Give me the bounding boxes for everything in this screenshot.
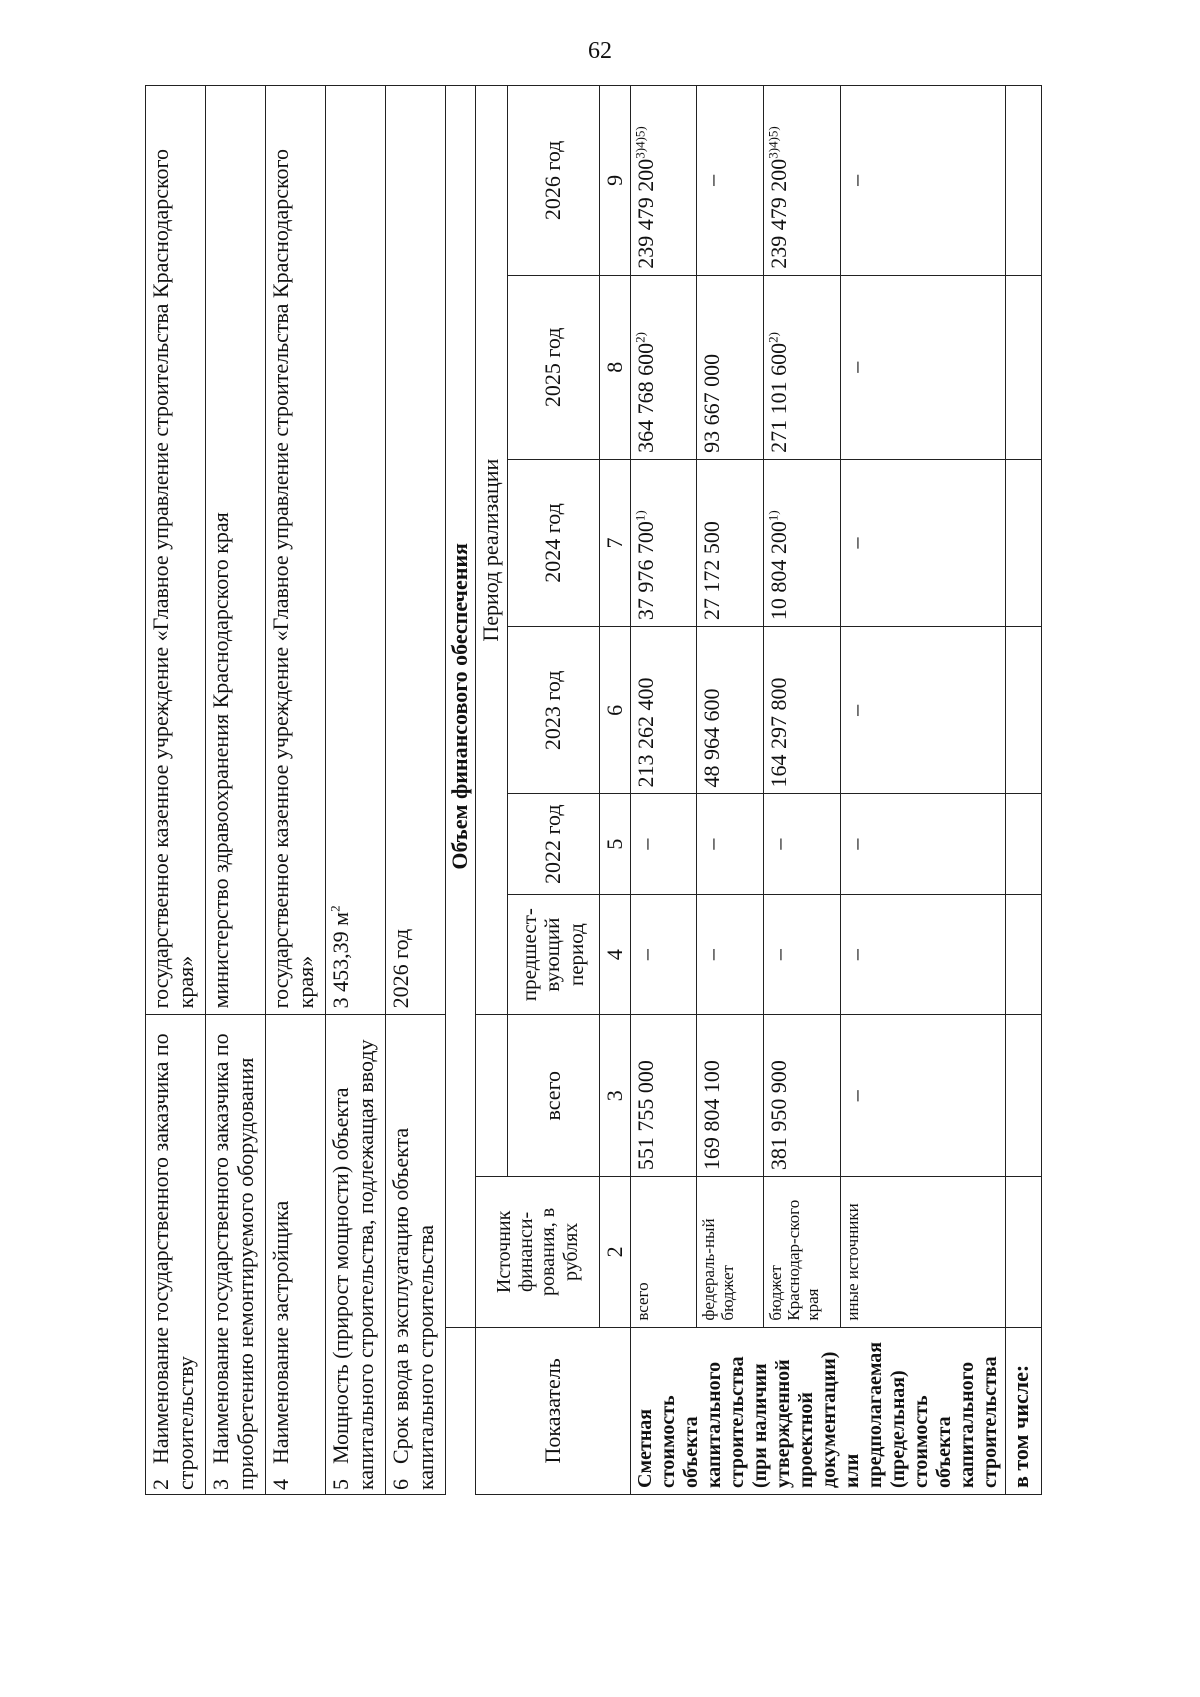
value-text: 93 667 000 [699,353,725,453]
value-cell: – [631,894,697,1014]
value-cell: 381 950 900 [763,1015,840,1177]
value-cell: 551 755 000 [631,1015,697,1177]
value-cell: 164 297 800 [763,627,840,794]
value-cell: – [840,1015,1005,1177]
col-number: 9 [599,86,631,276]
value-cell: – [697,894,763,1014]
value-cell [840,86,1005,276]
info-value-cell [326,86,386,1015]
capacity-unit-sup: 2 [327,905,343,912]
footnote-ref: 2) [632,331,648,343]
footnote-ref: 2) [765,331,781,343]
page-number: 62 [588,38,612,64]
info-label: Наименование государственного заказчика по строительству [148,1033,198,1490]
info-row [386,86,446,1495]
value-text: 37 976 700 [633,521,659,621]
finance-row [763,86,840,1495]
value-cell [763,459,840,626]
info-label: Срок ввода в эксплуатацию объекта капитального строительства [388,1127,438,1490]
col-number: 7 [599,459,631,626]
header-2026: 2026 год [507,86,599,276]
source-cell: иные источники [840,1177,1005,1328]
value-text: 364 768 600 [633,342,659,453]
info-value-cell: министерство здравоохранения Краснодарского края [206,86,266,1015]
project-passport-table [145,85,1042,1495]
col-number: 3 [599,1015,631,1177]
info-label-cell [386,1015,446,1495]
col-number: 8 [599,275,631,459]
row-number: 5 [328,1479,353,1490]
section-title-row [446,86,476,1495]
value-text: 239 479 200 [765,158,791,269]
header-2024: 2024 год [507,459,599,626]
col-number: 4 [599,894,631,1014]
capacity-value: 3 453,39 м [328,911,353,1009]
header-source: Источник финанси-рования, в рублях [476,1177,600,1328]
section-title: Объем финансового обеспечения [446,86,476,1328]
value-cell [763,86,840,276]
value-cell [697,459,763,626]
value-text: 10 804 200 [765,521,791,621]
row-number: 6 [388,1479,413,1490]
footnote-ref: 1) [765,510,781,522]
info-label-cell [206,1015,266,1495]
value-cell: 213 262 400 [631,627,697,794]
info-row [326,86,386,1495]
info-row [266,86,326,1495]
value-cell: 48 964 600 [697,627,763,794]
header-2022: 2022 год [507,794,599,894]
info-value-cell: государственное казенное учреждение «Главное управление строительства Краснодарского края» [266,86,326,1015]
value-cell: 169 804 100 [697,1015,763,1177]
header-period: Период реализации [476,86,508,1015]
info-label: Наименование застройщика [268,1200,293,1464]
source-cell: всего [631,1177,697,1328]
value-cell: – [763,894,840,1014]
finance-row [697,86,763,1495]
header-2025: 2025 год [507,275,599,459]
value-cell: – [840,794,1005,894]
value-text: – [842,537,868,549]
value-cell: – [840,894,1005,1014]
info-label-cell [146,1015,206,1495]
indicator-label [631,1327,1006,1494]
value-cell: – [697,794,763,894]
value-text: – [699,174,725,186]
value-cell [697,275,763,459]
value-cell: – [840,627,1005,794]
value-text: 239 479 200 [633,158,659,269]
row-number: 2 [148,1479,173,1490]
value-text: 27 172 500 [699,521,725,621]
info-label: Мощность (прирост мощности) объекта капитального строительства, подлежащая вводу [328,1039,378,1490]
info-row [206,86,266,1495]
info-value-cell: 2026 год [386,86,446,1015]
column-numbers-row [599,86,631,1495]
value-text: 271 101 600 [765,342,791,453]
footnote-ref: 3)4)5) [765,126,781,159]
info-value-cell: государственное казенное учреждение «Главное управление строительства Краснодарского края» [146,86,206,1015]
info-label: Наименование государственного заказчика по приобретению немонтируемого оборудования [208,1033,258,1490]
source-cell: бюджет Краснодар-ского края [763,1177,840,1328]
row-number: 4 [268,1479,293,1490]
value-cell [697,86,763,276]
col-number: 2 [599,1177,631,1328]
value-cell [631,86,697,276]
footnote-ref: 1) [632,510,648,522]
footnote-ref: 3)4)5) [632,126,648,159]
finance-row [840,86,1005,1495]
value-cell [631,459,697,626]
header-2023: 2023 год [507,627,599,794]
value-cell: – [763,794,840,894]
source-cell: федераль-ный бюджет [697,1177,763,1328]
document-area [145,85,1200,1490]
info-label-cell [326,1015,386,1495]
including-label: в том числе: [1006,1327,1042,1494]
value-cell [840,275,1005,459]
header-total: всего [507,1015,599,1177]
value-text: – [842,174,868,186]
header-indicator: Показатель [476,1327,631,1494]
landscape-table-container [145,85,1120,1495]
header-row-1 [476,86,508,1495]
including-row [1006,86,1042,1495]
value-cell [631,275,697,459]
value-cell [840,459,1005,626]
value-cell: – [631,794,697,894]
indicator-text: Сметная стоимость объекта капитального строительства (при наличии утвержденной проектной документации) или предполагаемая (предельная) стоимость объекта капитального строительства [634,1341,1002,1488]
row-number: 3 [208,1479,233,1490]
value-text: – [842,361,868,373]
info-label-cell [266,1015,326,1495]
header-prev: предшест-вующий период [507,894,599,1014]
col-number: 5 [599,794,631,894]
finance-row [631,86,697,1495]
info-row [146,86,206,1495]
col-number: 6 [599,627,631,794]
value-cell [763,275,840,459]
